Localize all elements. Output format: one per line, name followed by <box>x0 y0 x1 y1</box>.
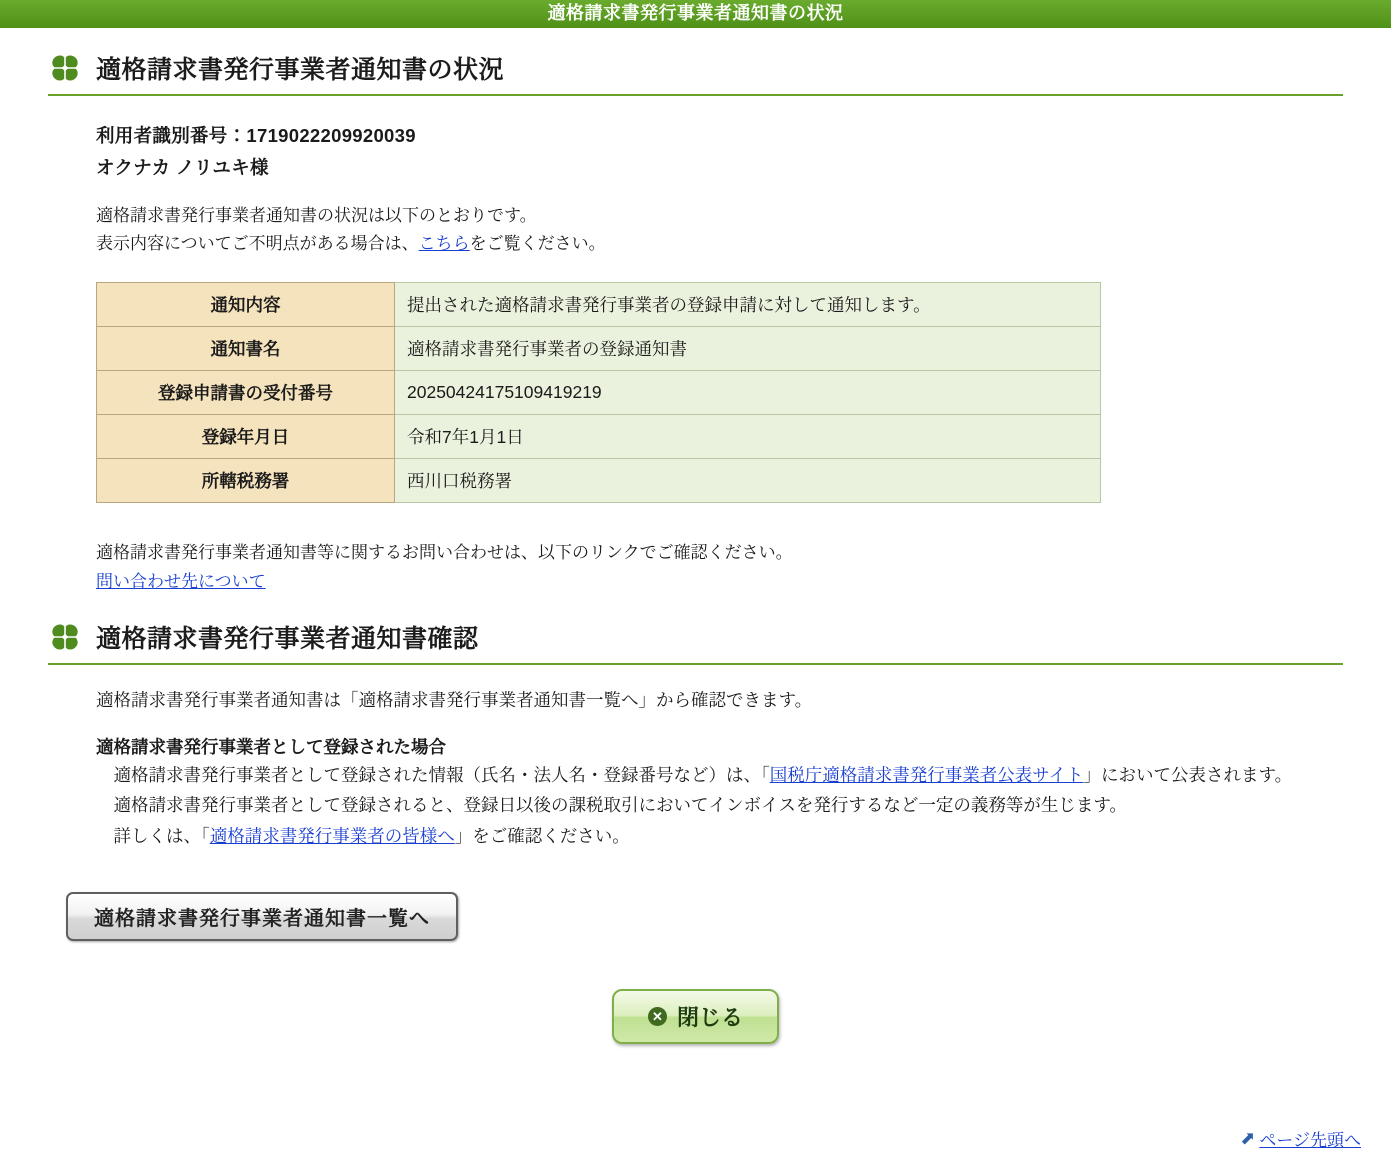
row-header-notice-name: 通知書名 <box>97 327 395 371</box>
lead-line-2 <box>96 230 1333 258</box>
row-value-tax-office: 西川口税務署 <box>395 459 1101 503</box>
row-value-notice-name: 適格請求書発行事業者の登録通知書 <box>395 327 1101 371</box>
lead-line-2-suffix: をご覧ください。 <box>469 234 606 254</box>
table-row <box>97 415 1101 459</box>
close-button-wrapper <box>48 989 1343 1044</box>
row-value-receipt-number: 20250424175109419219 <box>395 371 1101 415</box>
close-button-label: 閉じる <box>676 1004 743 1030</box>
list-button-wrapper <box>48 892 1343 941</box>
row-header-receipt-number: 登録申請書の受付番号 <box>97 371 395 415</box>
lead-text <box>96 202 1333 258</box>
registered-case-paragraph-2: 適格請求書発行事業者として登録されると、登録日以後の課税取引においてインボイスを発行するなど一定の義務等が生じます。 <box>113 795 1127 816</box>
section-body-confirm <box>48 687 1343 850</box>
notice-list-button[interactable]: 適格請求書発行事業者通知書一覧へ <box>66 892 458 941</box>
contact-link[interactable]: 問い合わせ先について <box>96 571 266 591</box>
row-header-notice-content: 通知内容 <box>97 283 395 327</box>
table-row <box>97 459 1101 503</box>
row-header-registration-date: 登録年月日 <box>97 415 395 459</box>
table-row <box>97 371 1101 415</box>
page-title: 適格請求書発行事業者通知書の状況 <box>96 56 505 84</box>
registered-case-paragraph-3 <box>96 822 1333 850</box>
window-title: 適格請求書発行事業者通知書の状況 <box>547 3 844 23</box>
paragraph-3-suffix: 」をご確認ください。 <box>454 825 630 846</box>
table-row <box>97 327 1101 371</box>
contact-block <box>96 539 1333 597</box>
window-title-bar <box>0 0 1391 28</box>
section-header-status <box>48 50 1343 96</box>
paragraph-1-suffix: 」において公表されます。 <box>1083 764 1293 785</box>
paragraph-1-prefix: 適格請求書発行事業者として登録された情報（氏名・法人名・登録番号など）は、「 <box>113 764 770 785</box>
user-name: オクナカ ノリユキ様 <box>96 157 269 178</box>
registered-case-heading: 適格請求書発行事業者として登録された場合 <box>96 736 446 757</box>
notice-details-table <box>96 282 1101 503</box>
invoice-issuer-guide-link[interactable]: 適格請求書発行事業者の皆様へ <box>209 825 455 846</box>
row-value-registration-date: 令和7年1月1日 <box>395 415 1101 459</box>
clover-icon <box>48 51 82 85</box>
x-circle-icon: ✕ <box>648 1007 667 1026</box>
section-header-confirm <box>48 619 1343 665</box>
lead-line-1: 適格請求書発行事業者通知書の状況は以下のとおりです。 <box>96 206 537 225</box>
page-top-link[interactable]: ページ先頭へ <box>1259 1131 1361 1150</box>
section-body-status <box>48 122 1343 597</box>
user-identification-number: 利用者識別番号：1719022209920039 <box>96 125 416 146</box>
kochira-link[interactable]: こちら <box>418 234 470 254</box>
page-top-link-wrapper <box>1240 1126 1361 1151</box>
lead-line-2-prefix: 表示内容についてご不明点がある場合は、 <box>96 234 419 254</box>
paragraph-3-prefix: 詳しくは、「 <box>113 825 210 846</box>
close-button[interactable] <box>612 989 779 1044</box>
arrow-up-icon: ⬈ <box>1240 1128 1256 1148</box>
table-row <box>97 283 1101 327</box>
row-value-notice-content: 提出された適格請求書発行事業者の登録申請に対して通知します。 <box>395 283 1101 327</box>
clover-icon <box>48 620 82 654</box>
registered-case-paragraph-1 <box>96 761 1333 789</box>
contact-text: 適格請求書発行事業者通知書等に関するお問い合わせは、以下のリンクでご確認ください。 <box>96 543 793 563</box>
nta-public-site-link[interactable]: 国税庁適格請求書発行事業者公表サイト <box>769 764 1084 785</box>
row-header-tax-office: 所轄税務署 <box>97 459 395 503</box>
page-container <box>0 50 1391 1150</box>
section-title-confirm: 適格請求書発行事業者通知書確認 <box>96 624 479 653</box>
confirm-text: 適格請求書発行事業者通知書は「適格請求書発行事業者通知書一覧へ」から確認できます。 <box>96 689 813 710</box>
